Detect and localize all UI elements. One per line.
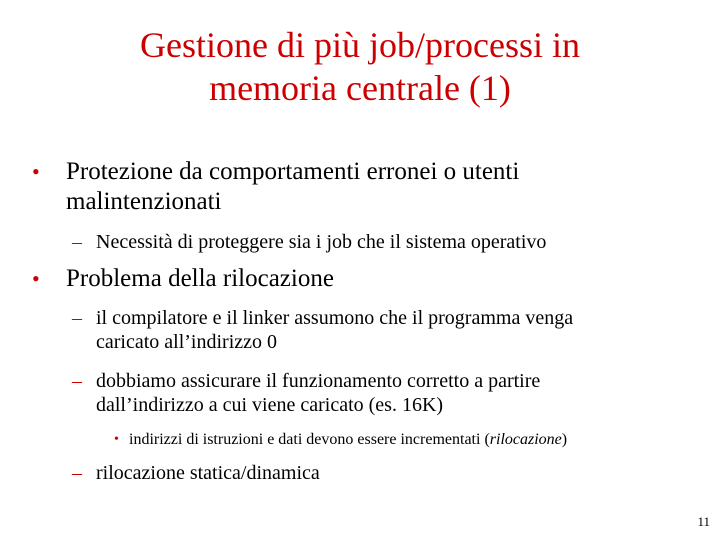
subbullet-text-line-2: dall’indirizzo a cui viene caricato (es. 16K): [96, 394, 444, 416]
subbullet-funzionamento: [72, 369, 541, 417]
page-number: 11: [697, 514, 710, 529]
bullet-rilocazione: [32, 264, 334, 294]
bullet-marker: •: [32, 159, 40, 184]
slide-title-line-2: memoria centrale (1): [209, 68, 511, 108]
dash-marker: –: [72, 231, 82, 253]
subsubbullet-text: indirizzi di istruzioni e dati devono essere incrementati (: [129, 431, 490, 448]
dash-marker: –: [72, 370, 82, 392]
subbullet-text: Necessità di proteggere sia i job che il sistema operativo: [96, 231, 547, 253]
bullet-text-line-1: Problema della rilocazione: [66, 265, 334, 292]
subbullet-text-line-2: caricato all’indirizzo 0: [96, 331, 278, 353]
subbullet-statica-dinamica: [72, 461, 320, 485]
subbullet-text: rilocazione statica/dinamica: [96, 462, 320, 484]
dash-marker: –: [72, 462, 82, 484]
dash-marker: –: [72, 307, 82, 329]
subbullet-text-line-1: il compilatore e il linker assumono che il programma venga: [96, 307, 574, 329]
subsubbullet-indirizzi: [114, 430, 568, 450]
subbullet-compilatore: [72, 306, 574, 354]
slide-title-line-1: Gestione di più job/processi in: [140, 25, 580, 65]
bullet-text-line-2: malintenzionati: [66, 188, 222, 215]
bullet-marker: •: [114, 432, 119, 447]
subbullet-necessita: [72, 230, 547, 254]
bullet-text-line-1: Protezione da comportamenti erronei o utenti: [66, 158, 520, 185]
subsubbullet-italic-text: rilocazione: [489, 431, 562, 448]
subsubbullet-text-end: ): [561, 431, 568, 448]
slide-title: [0, 24, 720, 110]
subbullet-text-line-1: dobbiamo assicurare il funzionamento corretto a partire: [96, 370, 541, 392]
bullet-protezione: [32, 157, 520, 217]
bullet-marker: •: [32, 266, 40, 291]
